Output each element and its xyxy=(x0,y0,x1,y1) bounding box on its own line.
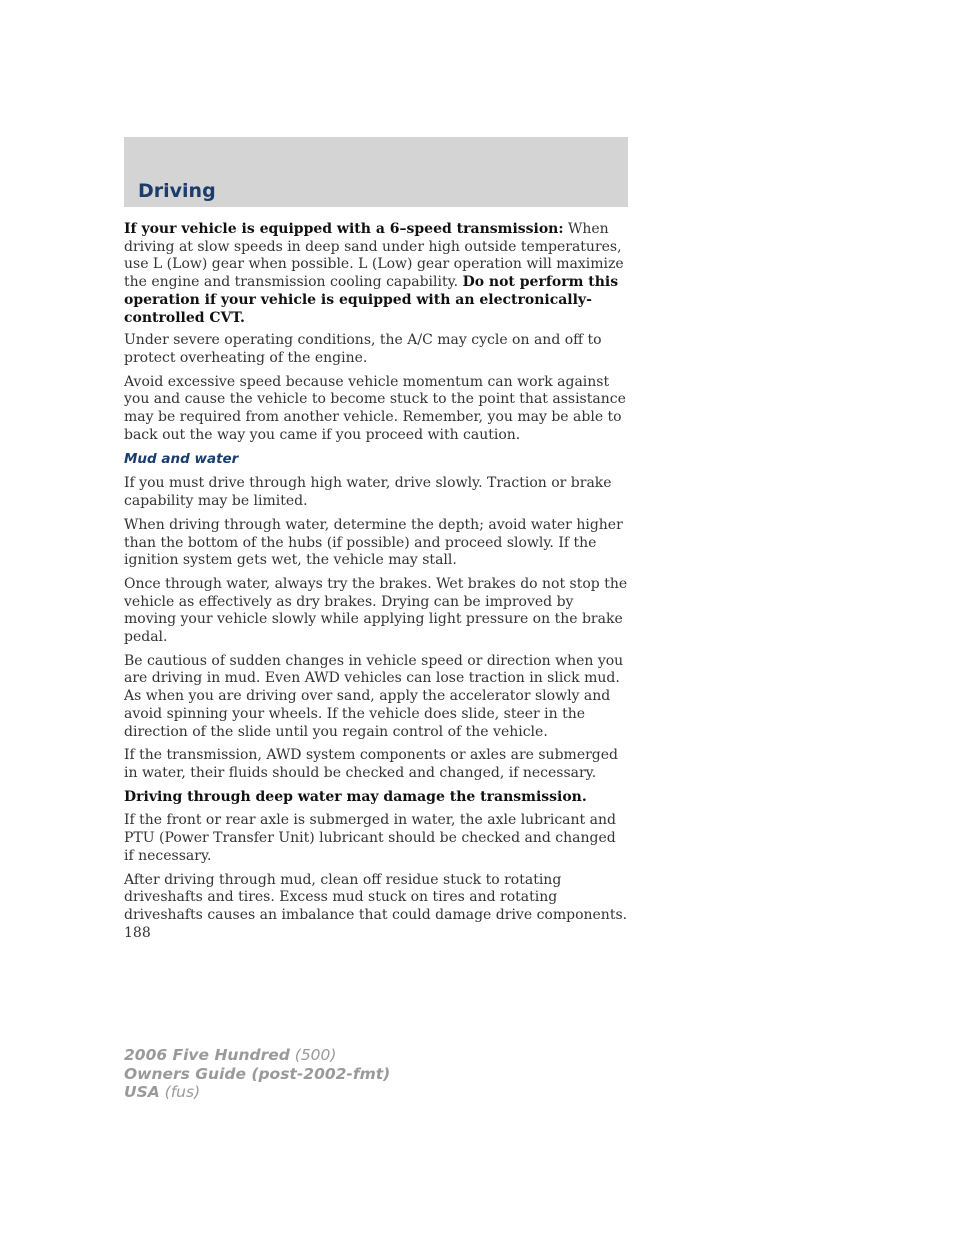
paragraph-high-water: If you must drive through high water, drive slowly. Traction or brake capability may be limited. xyxy=(124,475,612,510)
bold-warning: Do not perform this operation if your vehicle is equipped with an electronically-controlled CVT. xyxy=(124,274,619,326)
paragraph-6speed xyxy=(124,221,628,327)
warning-deep-water xyxy=(124,789,628,807)
footer-guide-title: Owners Guide (post-2002-fmt) xyxy=(124,1064,391,1083)
paragraph-wet-brakes: Once through water, always try the brakes. Wet brakes do not stop the vehicle as effectively as dry brakes. Drying can be improved by moving your vehicle slowly while applying light pressure on the brake pedal. xyxy=(124,575,628,646)
page-content xyxy=(124,221,628,931)
subheading-mud-and-water: Mud and water xyxy=(124,451,239,468)
bold-lead: If your vehicle is equipped with a 6–speed transmission: xyxy=(124,221,564,237)
footer-market: USA xyxy=(124,1083,160,1101)
document-footer xyxy=(124,1046,390,1102)
footer-line-market xyxy=(124,1083,390,1102)
paragraph-mud-caution: Be cautious of sudden changes in vehicle speed or direction when you are driving in mud. Even AWD vehicles can lose traction in slick mud. As when you are driving over sand, apply the accelerator slowly and avoid spinning your wheels. If the vehicle does slide, steer in the direction of the slide until you regain control of the vehicle. xyxy=(124,652,624,740)
paragraph-excessive-speed: Avoid excessive speed because vehicle momentum can work against you and cause the vehicle to become stuck to the point that assistance may be required from another vehicle. Remember, you may be able to back out the way you came if you proceed with caution. xyxy=(124,373,626,443)
paragraph-water-depth: When driving through water, determine the depth; avoid water higher than the bottom of the hubs (if possible) and proceed slowly. If the ignition system gets wet, the vehicle may stall. xyxy=(124,516,623,569)
section-title: Driving xyxy=(138,180,216,202)
page-number: 188 xyxy=(124,925,151,941)
paragraph-text: When driving at slow speeds in deep sand under high outside temperatures, use L (Low) gear when possible. L (Low) gear operation will maximize the engine and transmission cooling capability. xyxy=(124,221,624,291)
paragraph-mud-residue: After driving through mud, clean off residue stuck to rotating driveshafts and tires. Excess mud stuck on tires and rotating driveshafts causes an imbalance that could damage drive components. xyxy=(124,871,628,923)
paragraph-ac-cycle: Under severe operating conditions, the A/C may cycle on and off to protect overheating of the engine. xyxy=(124,332,602,366)
section-header-band xyxy=(124,137,628,207)
footer-model-code: (500) xyxy=(289,1046,337,1064)
paragraph-submerged-components: If the transmission, AWD system components or axles are submerged in water, their fluids should be checked and changed, if necessary. xyxy=(124,747,618,781)
footer-line-model xyxy=(124,1046,390,1065)
warning-text: Driving through deep water may damage the transmission. xyxy=(124,788,587,805)
footer-market-code: (fus) xyxy=(159,1083,201,1101)
paragraph-axle-submerged: If the front or rear axle is submerged in water, the axle lubricant and PTU (Power Transfer Unit) lubricant should be checked and changed if necessary. xyxy=(124,812,616,864)
footer-model: 2006 Five Hundred xyxy=(124,1046,290,1064)
